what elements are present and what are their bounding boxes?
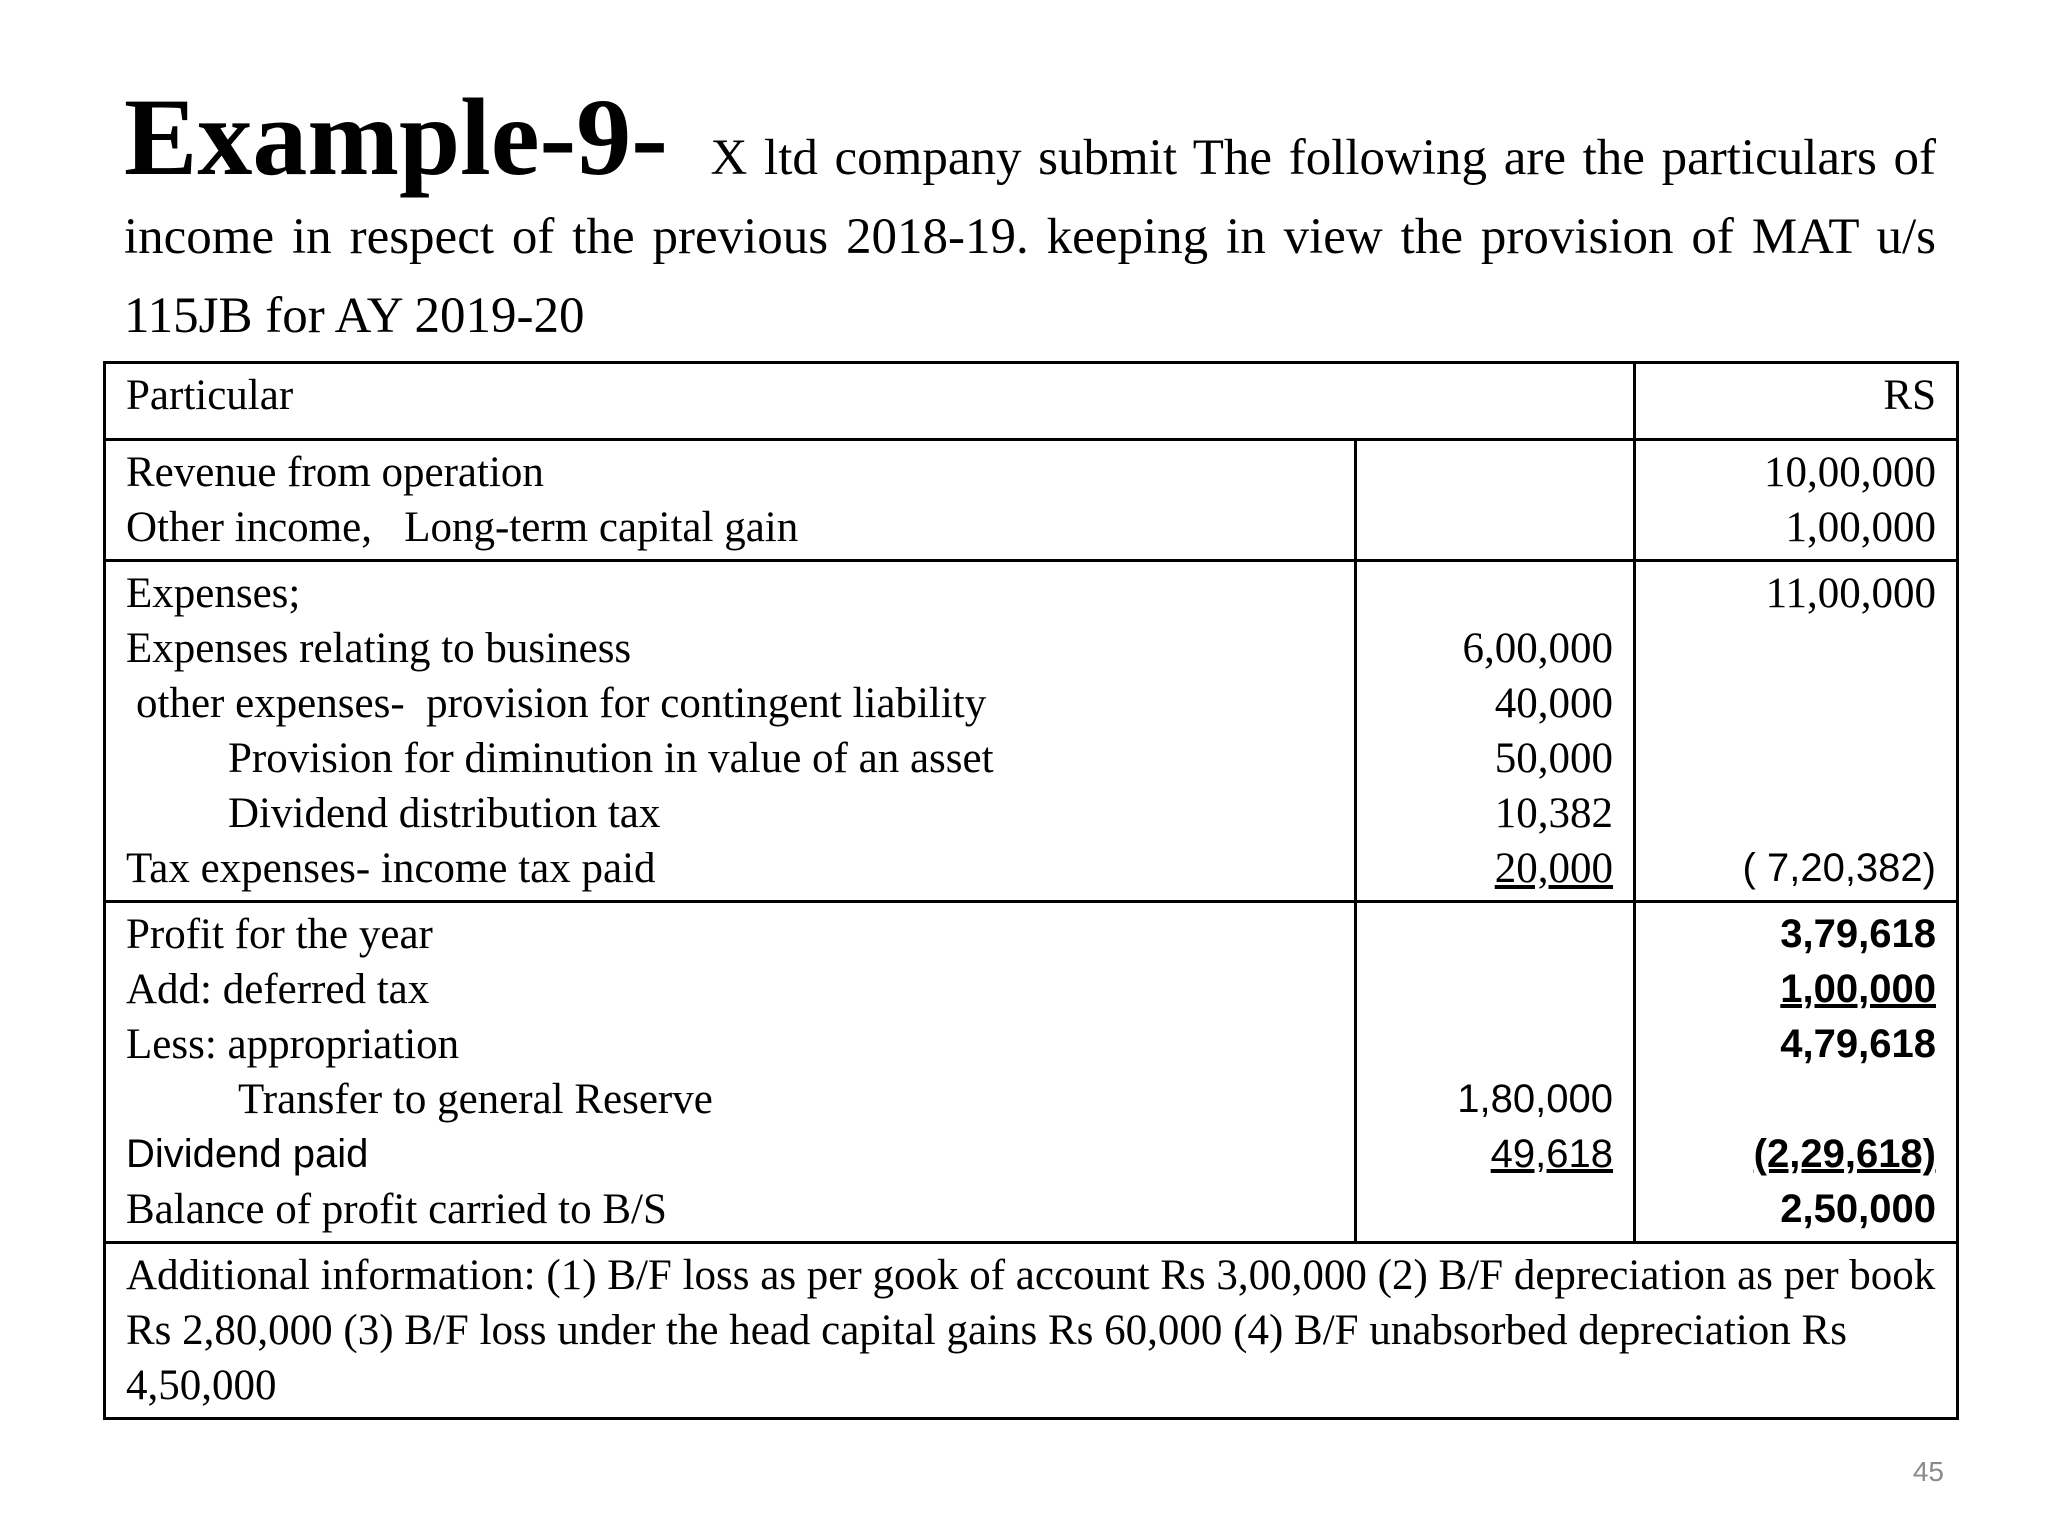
revenue-line: Revenue from operation [126,449,544,496]
deferred-tax-value: 1,00,000 [1780,967,1936,1011]
appropriation-value: 4,79,618 [1780,1022,1936,1066]
other-income-line: Other income, Long-term capital gain [126,504,799,551]
profit-value: 3,79,618 [1780,912,1936,956]
contingent-liability-line: other expenses- provision for contingent liability [136,680,987,727]
appropriation-line: Less: appropriation [126,1021,460,1068]
empty-cell [1656,621,1936,676]
balance-profit-line: Balance of profit carried to B/S [126,1186,667,1233]
business-expenses-line: Expenses relating to business [126,625,632,672]
profit-line: Profit for the year [126,911,433,958]
additional-info [105,1243,1958,1419]
empty-cell [1656,786,1936,841]
additional-info-text: Additional information: (1) B/F loss as per gook of account Rs 3,00,000 (2) B/F depreciation as per book Rs 2,80,000 (3) B/F loss under the head capital gains Rs 60,000 (4) B/F unabsorbed depreciation Rs 4,50,000 [126,1252,1936,1409]
empty-cell [1377,907,1613,962]
expenses-particulars [105,561,1356,902]
income-tax-line: Tax expenses- income tax paid [126,845,656,892]
empty-cell [1377,566,1613,621]
contingent-liability-amount: 40,000 [1494,680,1613,727]
diminution-line: Provision for diminution in value of an asset [228,735,994,782]
revenue-amounts [1356,440,1635,561]
additional-info-row [105,1243,1958,1419]
expenses-rs [1635,561,1958,902]
total-income-value: 11,00,000 [1765,570,1936,617]
expenses-row [105,561,1958,902]
empty-cell [1377,962,1613,1017]
diminution-amount: 50,000 [1494,735,1613,782]
income-table [103,361,1959,1420]
appropriation-total-value: (2,29,618) [1753,1132,1936,1176]
dividend-paid-line: Dividend paid [126,1132,369,1176]
deferred-tax-line: Add: deferred tax [126,966,430,1013]
revenue-value: 10,00,000 [1764,449,1936,496]
empty-cell [1656,1072,1936,1127]
empty-cell [1656,731,1936,786]
header-rs: RS [1635,363,1958,440]
revenue-row [105,440,1958,561]
expenses-amounts [1356,561,1635,902]
profit-particulars [105,902,1356,1243]
revenue-rs [1635,440,1958,561]
dividend-tax-amount: 10,382 [1494,790,1613,837]
revenue-particulars [105,440,1356,561]
dividend-paid-amount: 49,618 [1490,1132,1613,1176]
income-tax-amount: 20,000 [1494,845,1613,892]
empty-cell [1656,676,1936,731]
empty-cell [1377,1017,1613,1072]
example-heading [124,76,1937,356]
balance-profit-value: 2,50,000 [1780,1187,1936,1231]
general-reserve-amount: 1,80,000 [1457,1077,1613,1121]
profit-rs [1635,902,1958,1243]
profit-amounts [1356,902,1635,1243]
table-header-row [105,363,1958,440]
other-income-value: 1,00,000 [1785,504,1936,551]
business-expenses-amount: 6,00,000 [1462,625,1613,672]
header-particular: Particular [105,363,1635,440]
empty-cell [1377,1182,1613,1237]
expenses-label: Expenses; [126,570,301,617]
page-number: 45 [1912,1456,1944,1487]
total-expenses-value: ( 7,20,382) [1742,846,1936,890]
profit-row [105,902,1958,1243]
general-reserve-line: Transfer to general Reserve [238,1076,713,1123]
dividend-tax-line: Dividend distribution tax [228,790,661,837]
example-title: Example-9- [124,76,668,198]
example-description: X ltd company submit The following are the particulars of income in respect of the previous 2018-19. keeping in view the provision of MAT u/s 115JB for AY 2019-20 [124,130,1937,344]
